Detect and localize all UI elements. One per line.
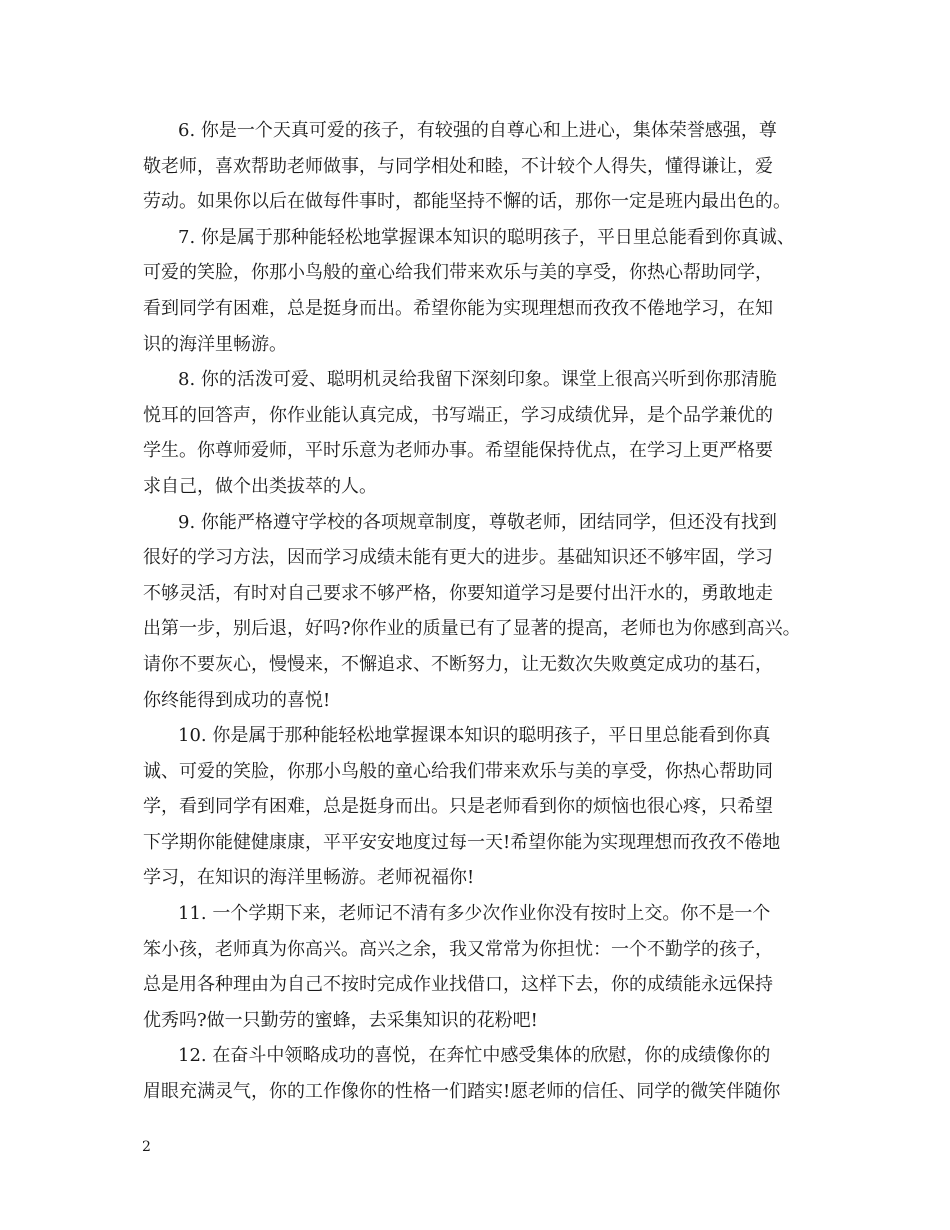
text-line: 看到同学有困难，总是挺身而出。希望你能为实现理想而孜孜不倦地学习，在知 xyxy=(143,297,773,319)
text-line: 敬老师，喜欢帮助老师做事，与同学相处和睦，不计较个人得失，懂得谦让，爱 xyxy=(143,155,773,177)
text-line: 诚、可爱的笑脸，你那小鸟般的童心给我们带来欢乐与美的享受，你热心帮助同 xyxy=(143,760,773,782)
text-line: 11. 一个学期下来，老师记不清有多少次作业你没有按时上交。你不是一个 xyxy=(178,903,771,925)
page-number: 2 xyxy=(142,1139,151,1155)
text-line: 10. 你是属于那种能轻松地掌握课本知识的聪明孩子，平日里总能看到你真 xyxy=(178,725,771,747)
text-line: 优秀吗?做一只勤劳的蜜蜂，去采集知识的花粉吧! xyxy=(143,1009,538,1031)
text-line: 很好的学习方法，因而学习成绩未能有更大的进步。基础知识还不够牢固，学习 xyxy=(143,547,773,569)
text-line: 可爱的笑脸，你那小鸟般的童心给我们带来欢乐与美的享受，你热心帮助同学， xyxy=(143,262,773,284)
text-line: 请你不要灰心，慢慢来，不懈追求、不断努力，让无数次失败奠定成功的基石， xyxy=(143,653,773,675)
text-line: 学，看到同学有困难，总是挺身而出。只是老师看到你的烦恼也很心疼，只希望 xyxy=(143,796,773,818)
text-line: 劳动。如果你以后在做每件事时，都能坚持不懈的话，那你一定是班内最出色的。 xyxy=(143,191,791,213)
text-line: 下学期你能健健康康，平平安安地度过每一天!希望你能为实现理想而孜孜不倦地 xyxy=(143,831,781,853)
text-line: 学习，在知识的海洋里畅游。老师祝福你! xyxy=(143,867,475,889)
text-line: 12. 在奋斗中领略成功的喜悦，在奔忙中感受集体的欣慰，你的成绩像你的 xyxy=(178,1045,771,1067)
text-line: 总是用各种理由为自己不按时完成作业找借口，这样下去，你的成绩能永远保持 xyxy=(143,974,773,996)
text-line: 眉眼充满灵气，你的工作像你的性格一们踏实!愿老师的信任、同学的微笑伴随你 xyxy=(143,1081,781,1103)
text-line: 求自己，做个出类拔萃的人。 xyxy=(143,475,377,497)
text-line: 悦耳的回答声，你作业能认真完成，书写端正，学习成绩优异，是个品学兼优的 xyxy=(143,404,773,426)
text-line: 8. 你的活泼可爱、聪明机灵给我留下深刻印象。课堂上很高兴听到你那清脆 xyxy=(178,369,777,391)
text-line: 笨小孩，老师真为你高兴。高兴之余，我又常常为你担忧：一个不勤学的孩子， xyxy=(143,938,773,960)
text-line: 出第一步，别后退，好吗?你作业的质量已有了显著的提高，老师也为你感到高兴。 xyxy=(143,618,801,640)
text-line: 学生。你尊师爱师，平时乐意为老师办事。希望能保持优点，在学习上更严格要 xyxy=(143,440,773,462)
text-line: 你终能得到成功的喜悦! xyxy=(143,689,331,711)
text-line: 9. 你能严格遵守学校的各项规章制度，尊敬老师，团结同学，但还没有找到 xyxy=(178,511,777,533)
text-line: 7. 你是属于那种能轻松地掌握课本知识的聪明孩子，平日里总能看到你真诚、 xyxy=(178,226,795,248)
text-line: 不够灵活，有时对自己要求不够严格，你要知道学习是要付出汗水的，勇敢地走 xyxy=(143,582,773,604)
document-body xyxy=(143,113,813,1110)
text-line: 识的海洋里畅游。 xyxy=(143,333,287,355)
text-line: 6. 你是一个天真可爱的孩子，有较强的自尊心和上进心，集体荣誉感强，尊 xyxy=(178,120,777,141)
